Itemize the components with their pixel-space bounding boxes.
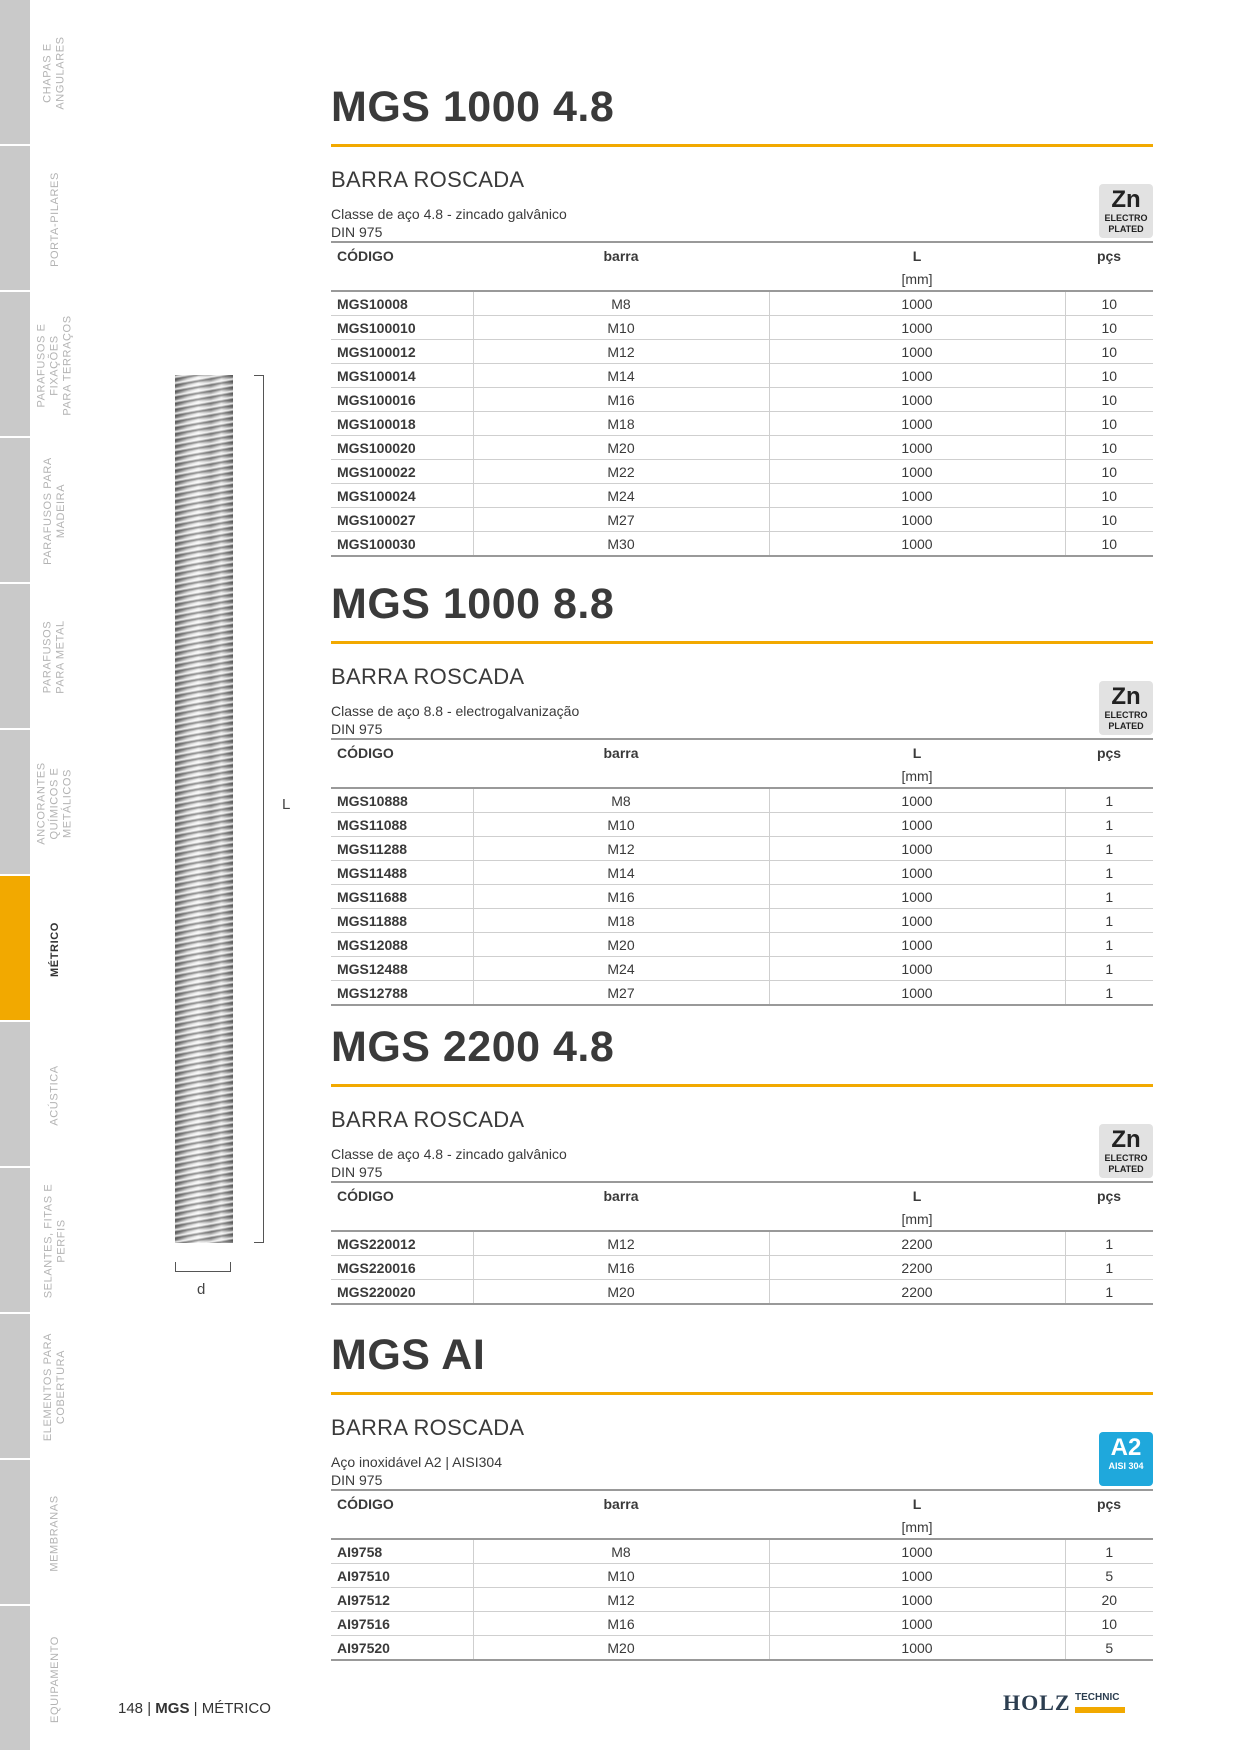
table-row (331, 837, 1153, 861)
sidebar-tab[interactable] (0, 1460, 30, 1606)
section-description (331, 1453, 1153, 1489)
cell-length: 1000 (769, 885, 1065, 909)
cell-code: MGS11888 (331, 909, 473, 933)
footer-category: MÉTRICO (201, 1700, 271, 1717)
header-qty: pçs (1065, 242, 1153, 268)
sidebar-tab-label (32, 290, 78, 440)
standard-text: DIN 975 (331, 224, 383, 240)
cell-qty: 10 (1065, 412, 1153, 436)
length-dimension-label: L (282, 796, 291, 813)
cell-qty: 1 (1065, 1539, 1153, 1564)
sidebar-tab-label (32, 1458, 78, 1608)
cell-qty: 10 (1065, 484, 1153, 508)
diameter-dimension-line (175, 1262, 231, 1272)
section-rule (331, 144, 1153, 147)
sidebar-tab-text: SELANTES, FITAS E PERFIS (42, 1183, 67, 1299)
badge-sub-text: ELECTRO (1104, 213, 1148, 223)
cell-code: MGS100018 (331, 412, 473, 436)
cell-bar: M18 (473, 909, 769, 933)
table-row (331, 1539, 1153, 1564)
table-row (331, 340, 1153, 364)
cell-qty: 10 (1065, 436, 1153, 460)
cell-bar: M20 (473, 933, 769, 957)
header-length-unit: [mm] (769, 765, 1065, 788)
table-row (331, 1256, 1153, 1280)
cell-length: 1000 (769, 460, 1065, 484)
cell-length: 1000 (769, 957, 1065, 981)
header-bar: barra (473, 242, 769, 268)
standard-text: DIN 975 (331, 1164, 383, 1180)
badge-sub-text: ELECTRO (1104, 710, 1148, 720)
section-rule (331, 641, 1153, 644)
badge-main-text: A2 (1110, 1434, 1142, 1461)
cell-code: MGS10888 (331, 788, 473, 813)
sidebar-tab[interactable] (0, 730, 30, 876)
cell-qty: 10 (1065, 364, 1153, 388)
cell-length: 1000 (769, 484, 1065, 508)
product-section (331, 1328, 1153, 1661)
sidebar-tab-text: PARAFUSOS PARA METAL (42, 620, 68, 694)
length-dimension-line (254, 375, 264, 1243)
cell-length: 1000 (769, 508, 1065, 532)
cell-bar: M14 (473, 364, 769, 388)
table-row (331, 1588, 1153, 1612)
table-row (331, 460, 1153, 484)
cell-code: MGS12088 (331, 933, 473, 957)
cell-bar: M16 (473, 1612, 769, 1636)
table-row (331, 957, 1153, 981)
cell-qty: 1 (1065, 1280, 1153, 1305)
badge-sub-text: AISI 304 (1108, 1461, 1144, 1471)
badge-sub-text: PLATED (1108, 721, 1144, 731)
table-row (331, 1636, 1153, 1661)
cell-qty: 1 (1065, 788, 1153, 813)
badge-main-text: Zn (1111, 683, 1141, 710)
section-description (331, 205, 1153, 241)
section-description (331, 702, 1153, 738)
cell-length: 1000 (769, 388, 1065, 412)
cell-code: MGS12488 (331, 957, 473, 981)
sidebar-tab[interactable] (0, 146, 30, 292)
product-table (331, 738, 1153, 1006)
section-title: MGS AI (331, 1331, 486, 1379)
table-row (331, 388, 1153, 412)
section-rule (331, 1392, 1153, 1395)
header-length: L (769, 1490, 1065, 1516)
cell-bar: M30 (473, 532, 769, 557)
table-header-row (331, 242, 1153, 268)
cell-bar: M10 (473, 1564, 769, 1588)
cell-bar: M20 (473, 1280, 769, 1305)
cell-qty: 1 (1065, 909, 1153, 933)
badge-sub-text: PLATED (1108, 224, 1144, 234)
table-header-unit-row (331, 765, 1153, 788)
section-subtitle: BARRA ROSCADA (331, 664, 525, 689)
sidebar-tab-label (32, 582, 78, 732)
cell-bar: M12 (473, 837, 769, 861)
cell-bar: M18 (473, 412, 769, 436)
cell-qty: 1 (1065, 981, 1153, 1006)
table-row (331, 532, 1153, 557)
brand-accent-bar (1075, 1707, 1125, 1713)
sidebar-tab[interactable] (0, 1314, 30, 1460)
sidebar-tab-text: PARAFUSOS PARA MADEIRA (42, 457, 68, 565)
coating-badge (1099, 1124, 1153, 1178)
section-title: MGS 1000 4.8 (331, 83, 615, 131)
cell-qty: 10 (1065, 532, 1153, 557)
section-subtitle: BARRA ROSCADA (331, 1107, 525, 1132)
page-footer (118, 1700, 271, 1717)
sidebar-tab-text: MÉTRICO (48, 921, 61, 977)
standard-text: DIN 975 (331, 1472, 383, 1488)
cell-length: 1000 (769, 813, 1065, 837)
table-row (331, 364, 1153, 388)
cell-code: MGS100016 (331, 388, 473, 412)
cell-qty: 5 (1065, 1564, 1153, 1588)
header-length-unit: [mm] (769, 268, 1065, 291)
cell-length: 1000 (769, 837, 1065, 861)
section-title: MGS 2200 4.8 (331, 1023, 615, 1071)
cell-length: 1000 (769, 1564, 1065, 1588)
cell-bar: M27 (473, 508, 769, 532)
brand-logo (1003, 1690, 1120, 1720)
cell-qty: 1 (1065, 837, 1153, 861)
cell-length: 1000 (769, 412, 1065, 436)
sidebar-tab-text: ACÚSTICA (48, 1064, 61, 1126)
sidebar-tab[interactable] (0, 1022, 30, 1168)
header-length: L (769, 1182, 1065, 1208)
sidebar-tab-label (32, 1312, 78, 1462)
cell-qty: 1 (1065, 813, 1153, 837)
cell-length: 1000 (769, 340, 1065, 364)
sidebar-tab-label (32, 1166, 78, 1316)
cell-code: AI97520 (331, 1636, 473, 1661)
table-header-row (331, 1182, 1153, 1208)
cell-bar: M12 (473, 340, 769, 364)
cell-bar: M16 (473, 1256, 769, 1280)
sidebar-tab-text: MEMBRANAS (48, 1494, 61, 1572)
cell-length: 1000 (769, 1539, 1065, 1564)
sidebar-tab[interactable] (0, 876, 30, 1022)
cell-qty: 20 (1065, 1588, 1153, 1612)
cell-code: MGS220020 (331, 1280, 473, 1305)
table-row (331, 861, 1153, 885)
steel-class-text: Classe de aço 4.8 - zincado galvânico (331, 206, 567, 222)
cell-qty: 1 (1065, 933, 1153, 957)
cell-length: 1000 (769, 788, 1065, 813)
table-row (331, 813, 1153, 837)
cell-bar: M10 (473, 316, 769, 340)
table-header-row (331, 1490, 1153, 1516)
sidebar-tab-label (32, 144, 78, 294)
sidebar-tab-text: PARAFUSOS E FIXAÇÕES PARA TERRAÇOS (35, 314, 74, 416)
header-qty: pçs (1065, 1182, 1153, 1208)
cell-code: MGS100030 (331, 532, 473, 557)
cell-bar: M22 (473, 460, 769, 484)
cell-qty: 10 (1065, 340, 1153, 364)
cell-bar: M10 (473, 813, 769, 837)
table-row (331, 788, 1153, 813)
product-section (331, 577, 1153, 1006)
cell-length: 1000 (769, 861, 1065, 885)
sidebar-tab-text: EQUIPAMENTO (48, 1635, 61, 1723)
header-length-unit: [mm] (769, 1516, 1065, 1539)
coating-badge (1099, 681, 1153, 735)
cell-qty: 10 (1065, 291, 1153, 316)
cell-bar: M16 (473, 388, 769, 412)
header-length: L (769, 242, 1065, 268)
section-rule (331, 1084, 1153, 1087)
cell-qty: 10 (1065, 1612, 1153, 1636)
section-subtitle: BARRA ROSCADA (331, 167, 525, 192)
brand-suffix: TECHNIC (1075, 1692, 1120, 1703)
sidebar-tab[interactable] (0, 1168, 30, 1314)
footer-separator: | (193, 1700, 198, 1717)
cell-qty: 1 (1065, 1231, 1153, 1256)
cell-code: MGS100014 (331, 364, 473, 388)
sidebar-tab-label (32, 0, 78, 148)
table-header-unit-row (331, 1208, 1153, 1231)
cell-bar: M8 (473, 788, 769, 813)
product-table (331, 241, 1153, 557)
table-row (331, 1612, 1153, 1636)
cell-length: 1000 (769, 981, 1065, 1006)
cell-code: MGS10008 (331, 291, 473, 316)
table-row (331, 484, 1153, 508)
header-bar: barra (473, 739, 769, 765)
cell-length: 1000 (769, 1612, 1065, 1636)
cell-length: 1000 (769, 436, 1065, 460)
table-header-unit-row (331, 1516, 1153, 1539)
cell-code: MGS100012 (331, 340, 473, 364)
table-row (331, 1280, 1153, 1305)
cell-length: 1000 (769, 291, 1065, 316)
cell-bar: M14 (473, 861, 769, 885)
sidebar-tab[interactable] (0, 438, 30, 584)
cell-bar: M20 (473, 1636, 769, 1661)
cell-code: MGS11688 (331, 885, 473, 909)
brand-name: HOLZ (1003, 1690, 1071, 1715)
threaded-rod-image (175, 375, 233, 1243)
table-header-row (331, 739, 1153, 765)
cell-code: MGS100020 (331, 436, 473, 460)
header-length: L (769, 739, 1065, 765)
cell-code: MGS100024 (331, 484, 473, 508)
table-row (331, 933, 1153, 957)
cell-bar: M8 (473, 291, 769, 316)
badge-main-text: Zn (1111, 186, 1141, 213)
section-title: MGS 1000 8.8 (331, 580, 615, 628)
product-section (331, 80, 1153, 557)
cell-qty: 1 (1065, 861, 1153, 885)
cell-bar: M12 (473, 1231, 769, 1256)
cell-code: MGS11488 (331, 861, 473, 885)
table-row (331, 885, 1153, 909)
product-section (331, 1020, 1153, 1305)
cell-qty: 10 (1065, 316, 1153, 340)
header-code: CÓDIGO (331, 1182, 473, 1208)
cell-code: MGS12788 (331, 981, 473, 1006)
sidebar-tab-label (32, 1604, 78, 1754)
badge-main-text: Zn (1111, 1126, 1141, 1153)
cell-code: AI97516 (331, 1612, 473, 1636)
badge-sub-text: ELECTRO (1104, 1153, 1148, 1163)
sidebar-tab-text: CHAPAS E ANGULARES (42, 36, 68, 110)
section-subtitle: BARRA ROSCADA (331, 1415, 525, 1440)
cell-length: 1000 (769, 532, 1065, 557)
footer-separator: | (147, 1700, 152, 1717)
cell-bar: M24 (473, 484, 769, 508)
cell-qty: 10 (1065, 388, 1153, 412)
sidebar-tab[interactable] (0, 0, 30, 146)
cell-qty: 5 (1065, 1636, 1153, 1661)
cell-length: 2200 (769, 1280, 1065, 1305)
cell-bar: M27 (473, 981, 769, 1006)
table-row (331, 909, 1153, 933)
steel-class-text: Classe de aço 8.8 - electrogalvanização (331, 703, 580, 719)
table-row (331, 981, 1153, 1006)
footer-product: MGS (155, 1700, 190, 1717)
header-code: CÓDIGO (331, 739, 473, 765)
cell-code: MGS100010 (331, 316, 473, 340)
standard-text: DIN 975 (331, 721, 383, 737)
header-qty: pçs (1065, 1490, 1153, 1516)
coating-badge (1099, 1432, 1153, 1486)
sidebar-tab-text: PORTA-PILARES (48, 171, 61, 267)
cell-code: AI9758 (331, 1539, 473, 1564)
cell-code: MGS220012 (331, 1231, 473, 1256)
sidebar-tab-label (32, 436, 78, 586)
cell-qty: 10 (1065, 508, 1153, 532)
cell-length: 1000 (769, 316, 1065, 340)
sidebar-tab[interactable] (0, 1606, 30, 1752)
sidebar-tab-label (32, 874, 78, 1024)
sidebar-tab-label (32, 728, 78, 878)
header-bar: barra (473, 1182, 769, 1208)
steel-class-text: Aço inoxidável A2 | AISI304 (331, 1454, 502, 1470)
sidebar-tab-text: ANCORANTES QUÍMICOS E METÁLICOS (35, 761, 74, 845)
table-header-unit-row (331, 268, 1153, 291)
header-code: CÓDIGO (331, 242, 473, 268)
cell-qty: 1 (1065, 1256, 1153, 1280)
table-row (331, 1564, 1153, 1588)
section-description (331, 1145, 1153, 1181)
cell-length: 2200 (769, 1231, 1065, 1256)
cell-bar: M16 (473, 885, 769, 909)
table-row (331, 436, 1153, 460)
cell-code: AI97512 (331, 1588, 473, 1612)
cell-code: MGS100022 (331, 460, 473, 484)
sidebar-tab-text: ELEMENTOS PARA COBERTURA (42, 1332, 67, 1442)
coating-badge (1099, 184, 1153, 238)
header-qty: pçs (1065, 739, 1153, 765)
table-row (331, 508, 1153, 532)
cell-bar: M12 (473, 1588, 769, 1612)
sidebar-tab-label (32, 1020, 78, 1170)
steel-class-text: Classe de aço 4.8 - zincado galvânico (331, 1146, 567, 1162)
page-number: 148 (118, 1700, 144, 1717)
header-length-unit: [mm] (769, 1208, 1065, 1231)
table-row (331, 316, 1153, 340)
product-table (331, 1489, 1153, 1661)
badge-sub-text: PLATED (1108, 1164, 1144, 1174)
cell-code: MGS100027 (331, 508, 473, 532)
cell-bar: M20 (473, 436, 769, 460)
cell-qty: 1 (1065, 885, 1153, 909)
cell-length: 1000 (769, 1588, 1065, 1612)
cell-code: MGS11288 (331, 837, 473, 861)
cell-length: 1000 (769, 909, 1065, 933)
cell-code: AI97510 (331, 1564, 473, 1588)
cell-length: 1000 (769, 1636, 1065, 1661)
cell-length: 1000 (769, 933, 1065, 957)
table-row (331, 412, 1153, 436)
cell-qty: 1 (1065, 957, 1153, 981)
table-row (331, 1231, 1153, 1256)
table-row (331, 291, 1153, 316)
header-code: CÓDIGO (331, 1490, 473, 1516)
cell-code: MGS11088 (331, 813, 473, 837)
cell-qty: 10 (1065, 460, 1153, 484)
diameter-dimension-label: d (197, 1281, 206, 1298)
product-table (331, 1181, 1153, 1305)
sidebar-tab[interactable] (0, 292, 30, 438)
cell-bar: M8 (473, 1539, 769, 1564)
cell-code: MGS220016 (331, 1256, 473, 1280)
cell-bar: M24 (473, 957, 769, 981)
cell-length: 1000 (769, 364, 1065, 388)
sidebar-tab[interactable] (0, 584, 30, 730)
cell-length: 2200 (769, 1256, 1065, 1280)
header-bar: barra (473, 1490, 769, 1516)
